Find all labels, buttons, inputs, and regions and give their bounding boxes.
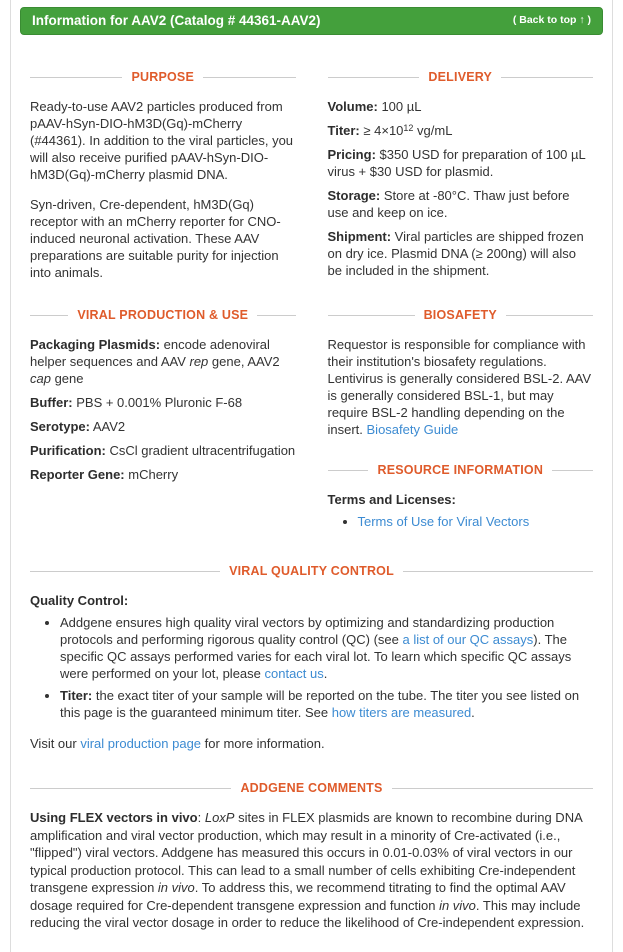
text-span: 12 <box>403 123 414 133</box>
section-viral-quality-control <box>30 563 593 752</box>
contact-us-link[interactable]: contact us <box>264 666 324 681</box>
biosafety-heading: BIOSAFETY <box>423 308 497 322</box>
comments-text <box>30 809 593 932</box>
field-label: Packaging Plasmids: <box>30 337 161 352</box>
purpose-paragraph: Ready-to-use AAV2 particles produced from pAAV-hSyn-DIO-hM3D(Gq)-mCherry (#44361). In addition to the viral particles, you will also receive purified pAAV-hSyn-DIO-hM3D(Gq)-mCherry plasmid DNA. <box>30 99 294 182</box>
delivery-storage-row <box>328 187 594 221</box>
text-span: Addgene ensures high quality viral vectors by optimizing and standardizing production protocols and performing rigorous quality control (QC) (see <box>60 615 555 647</box>
text-span: gene, AAV2 <box>208 354 280 369</box>
text-span: . To address this, we recommend titrating to find the optimal AAV dosage required for Cre-dependent transgene expression and function <box>30 880 566 913</box>
delivery-shipment-row <box>328 228 594 279</box>
text-span: mCherry <box>124 467 179 482</box>
divider <box>403 571 593 572</box>
text-span: gene <box>50 371 84 386</box>
section-addgene-comments <box>30 780 593 932</box>
comments-heading: ADDGENE COMMENTS <box>240 781 383 795</box>
text-span: ≥ 4×10 <box>359 123 404 138</box>
divider <box>552 470 593 471</box>
reporter-gene-row <box>30 466 296 483</box>
field-value <box>106 443 295 458</box>
text-span: . <box>471 705 475 720</box>
delivery-heading: DELIVERY <box>428 70 493 84</box>
divider <box>328 470 369 471</box>
qc-heading-row <box>30 563 593 580</box>
biosafety-text <box>328 336 594 438</box>
field-value <box>378 99 422 114</box>
field-label: Storage: <box>327 188 381 203</box>
text-span: $350 USD for preparation of 100 µL virus + $30 USD for plasmid. <box>327 147 586 179</box>
field-label: Titer: <box>327 123 360 138</box>
production-heading-row <box>30 307 296 324</box>
right-column-row2 <box>328 307 594 535</box>
quality-control-label <box>30 592 593 609</box>
field-label: Pricing: <box>327 147 376 162</box>
delivery-pricing-row <box>328 146 594 180</box>
text-span: Visit our <box>30 736 81 751</box>
purification-row <box>30 442 296 459</box>
page-title: Information for AAV2 (Catalog # 44361-AAV2) <box>32 13 321 28</box>
text-span: Requestor is responsible for compliance with their institution's biosafety regulations. Lentivirus is generally considered BSL-2. AAV is generally considered BSL-1, but may require BSL-2 handling depending on the insert. <box>327 337 592 437</box>
info-panel <box>10 0 613 952</box>
delivery-volume-row <box>328 98 594 115</box>
serotype-row <box>30 418 296 435</box>
text-span: PBS + 0.001% Pluronic F-68 <box>72 395 243 410</box>
divider <box>392 788 593 789</box>
text-span: AAV2 <box>89 419 126 434</box>
list-item <box>60 614 593 682</box>
text-span: . This may include reducing the viral vector dosage in order to reduce the likelihood of Cre-independent expression. <box>30 897 585 930</box>
packaging-plasmids-row <box>30 336 296 387</box>
divider <box>257 315 295 316</box>
list-item <box>60 687 593 721</box>
text-span: Store at -80°C. Thaw just before use and keep on ice. <box>327 188 570 220</box>
biosafety-guide-link[interactable]: Biosafety Guide <box>366 422 459 437</box>
field-label: Volume: <box>327 99 378 114</box>
viral-production-page-link[interactable]: viral production page <box>80 736 202 751</box>
text-span: Titer: <box>60 688 93 703</box>
divider <box>501 77 593 78</box>
delivery-titer-row <box>328 122 594 139</box>
purpose-heading: PURPOSE <box>131 70 195 84</box>
text-span: encode adenoviral helper sequences and AAV <box>30 337 270 369</box>
divider <box>203 77 295 78</box>
biosafety-heading-row <box>328 307 594 324</box>
field-label: Purification: <box>30 443 106 458</box>
qc-assays-link[interactable]: a list of our QC assays <box>402 632 534 647</box>
resource-heading: RESOURCE INFORMATION <box>377 463 544 477</box>
back-to-top-link[interactable]: ( Back to top ↑ ) <box>512 14 591 26</box>
two-column-layout <box>30 69 593 535</box>
terms-of-use-link[interactable]: Terms of Use for Viral Vectors <box>357 514 530 529</box>
section-biosafety <box>328 307 594 438</box>
text-span: the exact titer of your sample will be reported on the tube. The titer you see listed on this page is the guaranteed minimum titer. See <box>60 688 580 720</box>
production-heading: VIRAL PRODUCTION & USE <box>77 308 249 322</box>
panel-content <box>20 69 603 932</box>
text-span: vg/mL <box>413 123 453 138</box>
delivery-heading-row <box>328 69 594 86</box>
text-span: for more information. <box>201 736 325 751</box>
panel-header <box>20 7 603 35</box>
divider <box>30 788 231 789</box>
qc-heading: VIRAL QUALITY CONTROL <box>229 564 394 578</box>
text-span: . <box>323 666 328 681</box>
divider <box>506 315 593 316</box>
field-value <box>360 123 453 138</box>
qc-bullet-list <box>30 614 593 721</box>
field-value <box>90 419 125 434</box>
divider <box>30 315 68 316</box>
section-viral-production <box>30 307 296 535</box>
field-label: Buffer: <box>30 395 73 410</box>
field-label: Serotype: <box>30 419 90 434</box>
text-span: CsCl gradient ultracentrifugation <box>105 443 296 458</box>
comments-heading-row <box>30 780 593 797</box>
text-span: in vivo <box>157 880 195 895</box>
divider <box>30 571 220 572</box>
text-span: rep <box>189 354 209 369</box>
resource-heading-row <box>328 462 594 479</box>
text-span: Viral particles are shipped frozen on dry ice. Plasmid DNA (≥ 200ng) will also be included in the shipment. <box>327 229 584 278</box>
text-span: LoxP <box>204 810 235 825</box>
titers-measured-link[interactable]: how titers are measured <box>331 705 472 720</box>
text-span: in vivo <box>439 897 476 913</box>
text-span: Using FLEX vectors in vivo <box>30 810 198 825</box>
field-value <box>73 395 242 410</box>
divider <box>30 77 122 78</box>
field-label: Terms and Licenses: <box>327 492 456 507</box>
terms-list <box>328 513 594 530</box>
field-value <box>125 467 178 482</box>
qc-footer-text <box>30 735 593 752</box>
text-span: sites in FLEX plasmids are known to recombine during DNA amplification and viral vector production, which may result in a minority of Cre-activated (i.e., "flipped") viral vectors. Addgene has measured this occurs in 0.01-0.03% of viral vectors in our typical production protocol. This can lead to a small number of cells exhibiting Cre-independent transgene expression <box>30 810 583 895</box>
field-label: Quality Control: <box>30 593 129 608</box>
terms-licenses-label <box>328 491 594 508</box>
divider <box>328 315 415 316</box>
text-span: : <box>197 810 205 825</box>
text-span: cap <box>30 371 51 386</box>
text-span: 100 µL <box>377 99 422 114</box>
field-label: Reporter Gene: <box>30 467 125 482</box>
purpose-heading-row <box>30 69 296 86</box>
section-resource-information <box>328 462 594 530</box>
divider <box>328 77 420 78</box>
section-delivery <box>328 69 594 281</box>
list-item <box>358 513 594 530</box>
buffer-row <box>30 394 296 411</box>
field-label: Shipment: <box>327 229 392 244</box>
purpose-paragraph: Syn-driven, Cre-dependent, hM3D(Gq) receptor with an mCherry reporter for CNO-induced neuronal activation. These AAV preparations are suitable purity for injection into animals. <box>30 197 281 280</box>
section-purpose <box>30 69 296 281</box>
text-span: ). The specific QC assays performed varies for each viral lot. To learn which specific QC assays were performed on your lot, please <box>60 632 572 681</box>
